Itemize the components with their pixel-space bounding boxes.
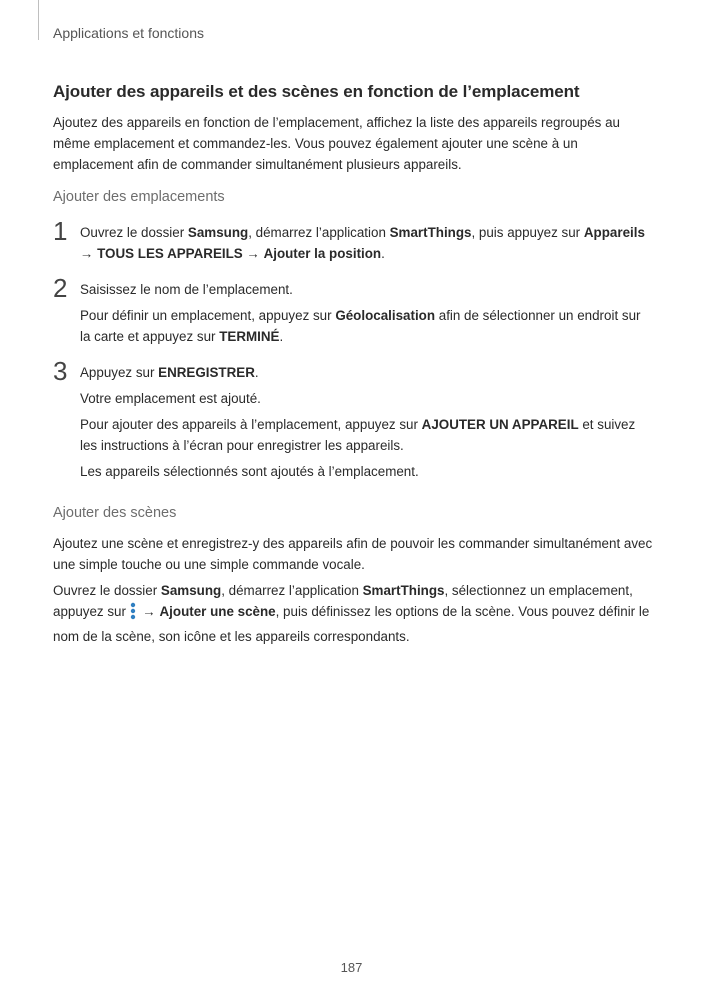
step-text: Pour ajouter des appareils à l’emplacement, appuyez sur AJOUTER UN APPAREIL et suivez les instructions à l’écran pour enregistrer les appareils. bbox=[80, 417, 636, 453]
page-content bbox=[53, 82, 653, 652]
step-text: Votre emplacement est ajouté. bbox=[80, 391, 261, 406]
step-1 bbox=[53, 216, 653, 264]
locations-heading: Ajouter des emplacements bbox=[53, 189, 225, 205]
step-number: 2 bbox=[53, 273, 68, 303]
step-text: Saisissez le nom de l’emplacement. bbox=[80, 282, 293, 297]
section-intro: Ajoutez des appareils en fonction de l’emplacement, affichez la liste des appareils regroupés au même emplacement et commandez-les. Vous pouvez également ajouter une scène à un emplacement afin de commander simultanément plusieurs appareils. bbox=[53, 115, 620, 172]
page-number: 187 bbox=[340, 960, 363, 975]
step-3 bbox=[53, 356, 653, 482]
scenes-heading: Ajouter des scènes bbox=[53, 505, 177, 521]
scenes-section bbox=[53, 505, 653, 647]
scenes-paragraph: Ouvrez le dossier Samsung, démarrez l’application SmartThings, sélectionnez un emplacement, appuyez sur → Ajouter une scène, puis définissez les options de la scène. Vous pouvez définir le nom de la scène, son icône et les appareils correspondants. bbox=[53, 583, 650, 644]
step-text: Les appareils sélectionnés sont ajoutés à l’emplacement. bbox=[80, 464, 419, 479]
more-options-icon bbox=[130, 602, 136, 626]
scenes-paragraph: Ajoutez une scène et enregistrez-y des appareils afin de pouvoir les commander simultanément avec une simple touche ou une simple commande vocale. bbox=[53, 536, 653, 572]
step-text: Appuyez sur ENREGISTRER. bbox=[80, 365, 259, 380]
section-title: Ajouter des appareils et des scènes en fonction de l’emplacement bbox=[53, 82, 580, 101]
step-text: Ouvrez le dossier Samsung, démarrez l’application SmartThings, puis appuyez sur Appareils → TOUS LES APPAREILS → Ajouter la position. bbox=[80, 225, 645, 261]
step-number: 3 bbox=[53, 356, 68, 386]
step-text: Pour définir un emplacement, appuyez sur Géolocalisation afin de sélectionner un endroit sur la carte et appuyez sur TERMINÉ. bbox=[80, 308, 641, 344]
header-title: Applications et fonctions bbox=[53, 25, 204, 41]
step-2 bbox=[53, 273, 653, 347]
header-rule bbox=[38, 0, 39, 40]
step-number: 1 bbox=[53, 216, 68, 246]
